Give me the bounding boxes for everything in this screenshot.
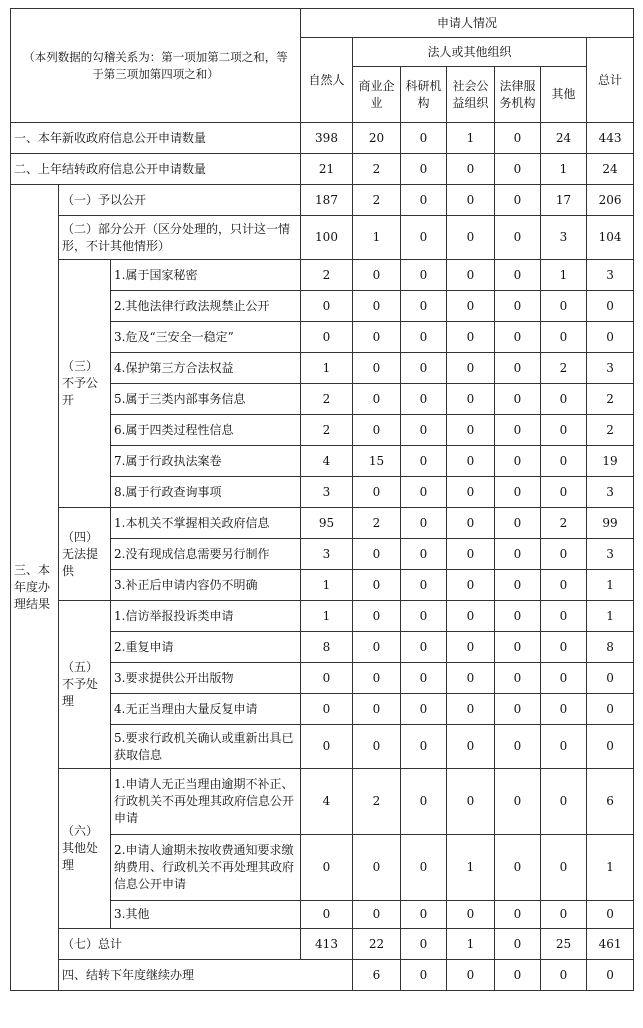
table-row xyxy=(11,123,634,154)
cell-value: 0 xyxy=(401,353,447,384)
row-label: 5.要求行政机关确认或重新出具已获取信息 xyxy=(111,725,301,769)
cell-value: 0 xyxy=(401,835,447,901)
cell-value: 3 xyxy=(587,353,634,384)
cell-value: 0 xyxy=(353,663,401,694)
cell-value: 0 xyxy=(447,601,495,632)
cell-value: 0 xyxy=(353,694,401,725)
cell-value: 0 xyxy=(447,477,495,508)
cell-value: 0 xyxy=(541,960,587,991)
group-label: （三）不予公开 xyxy=(59,260,111,508)
cell-value: 0 xyxy=(447,901,495,929)
cell-value: 1 xyxy=(447,835,495,901)
cell-value: 0 xyxy=(541,632,587,663)
row-label: 一、本年新收政府信息公开申请数量 xyxy=(11,123,301,154)
table-row xyxy=(11,508,634,539)
row-label: 3.要求提供公开出版物 xyxy=(111,663,301,694)
cell-value: 8 xyxy=(301,632,353,663)
cell-value: 1 xyxy=(301,601,353,632)
cell-value: 0 xyxy=(541,694,587,725)
cell-value: 0 xyxy=(495,353,541,384)
cell-value: 0 xyxy=(495,477,541,508)
cell-value: 95 xyxy=(301,508,353,539)
table-row xyxy=(11,185,634,216)
relation-note: （本列数据的勾稽关系为：第一项加第二项之和，等于第三项加第四项之和） xyxy=(11,9,301,123)
row-label: （一）予以公开 xyxy=(59,185,301,216)
cell-value: 0 xyxy=(447,260,495,291)
cell-value: 0 xyxy=(301,291,353,322)
table-row xyxy=(11,216,634,260)
cell-value: 0 xyxy=(401,570,447,601)
cell-value: 2 xyxy=(587,415,634,446)
cell-value: 0 xyxy=(495,260,541,291)
cell-value: 0 xyxy=(401,291,447,322)
cell-value: 0 xyxy=(495,384,541,415)
header-applicant-situation: 申请人情况 xyxy=(301,9,634,38)
cell-value: 1 xyxy=(587,835,634,901)
cell-value: 0 xyxy=(587,694,634,725)
cell-value: 0 xyxy=(447,216,495,260)
cell-value: 0 xyxy=(401,632,447,663)
row-label: 2.其他法律行政法规禁止公开 xyxy=(111,291,301,322)
cell-value: 0 xyxy=(401,769,447,835)
cell-value: 2 xyxy=(353,185,401,216)
cell-value: 0 xyxy=(541,769,587,835)
cell-value: 0 xyxy=(353,322,401,353)
group-label: （四）无法提供 xyxy=(59,508,111,601)
cell-value: 0 xyxy=(401,322,447,353)
cell-value: 398 xyxy=(301,123,353,154)
row-label: （二）部分公开（区分处理的，只计这一情形，不计其他情形） xyxy=(59,216,301,260)
cell-value: 0 xyxy=(495,415,541,446)
cell-value: 0 xyxy=(401,901,447,929)
row-label: 1.属于国家秘密 xyxy=(111,260,301,291)
row-label: 1.本机关不掌握相关政府信息 xyxy=(111,508,301,539)
cell-value: 0 xyxy=(541,384,587,415)
cell-value: 0 xyxy=(401,929,447,960)
cell-value: 0 xyxy=(541,477,587,508)
row-label: 3.其他 xyxy=(111,901,301,929)
cell-value: 0 xyxy=(301,835,353,901)
cell-value: 0 xyxy=(353,601,401,632)
cell-value: 2 xyxy=(353,154,401,185)
cell-value: 0 xyxy=(587,901,634,929)
cell-value: 2 xyxy=(353,769,401,835)
cell-value: 0 xyxy=(447,291,495,322)
row-label: 4.保护第三方合法权益 xyxy=(111,353,301,384)
cell-value: 0 xyxy=(447,415,495,446)
cell-value: 0 xyxy=(495,185,541,216)
group-label: （六）其他处理 xyxy=(59,769,111,929)
cell-value: 0 xyxy=(401,725,447,769)
cell-value: 6 xyxy=(353,960,401,991)
cell-value: 0 xyxy=(353,477,401,508)
table-row xyxy=(11,601,634,632)
row-label: 4.无正当理由大量反复申请 xyxy=(111,694,301,725)
cell-value: 1 xyxy=(587,570,634,601)
cell-value: 1 xyxy=(541,154,587,185)
cell-value: 413 xyxy=(301,929,353,960)
disclosure-statistics-table xyxy=(10,8,634,991)
cell-value: 0 xyxy=(541,539,587,570)
cell-value: 3 xyxy=(587,539,634,570)
cell-value: 0 xyxy=(447,539,495,570)
cell-value: 0 xyxy=(495,725,541,769)
cell-value: 461 xyxy=(587,929,634,960)
cell-value: 0 xyxy=(447,322,495,353)
cell-value: 0 xyxy=(447,508,495,539)
cell-value: 0 xyxy=(401,123,447,154)
cell-value: 8 xyxy=(587,632,634,663)
cell-value: 0 xyxy=(353,835,401,901)
cell-value: 443 xyxy=(587,123,634,154)
row-label: 1.申请人无正当理由逾期不补正、行政机关不再处理其政府信息公开申请 xyxy=(111,769,301,835)
cell-value: 0 xyxy=(447,570,495,601)
cell-value: 0 xyxy=(401,384,447,415)
cell-value: 3 xyxy=(541,216,587,260)
cell-value: 24 xyxy=(587,154,634,185)
header-total: 总计 xyxy=(587,38,634,123)
cell-value: 0 xyxy=(495,835,541,901)
cell-value: 99 xyxy=(587,508,634,539)
cell-value: 0 xyxy=(353,725,401,769)
cell-value: 0 xyxy=(447,725,495,769)
cell-value: 0 xyxy=(541,291,587,322)
cell-value: 20 xyxy=(353,123,401,154)
row-label: 2.申请人逾期未按收费通知要求缴纳费用、行政机关不再处理其政府信息公开申请 xyxy=(111,835,301,901)
cell-value: 1 xyxy=(447,123,495,154)
cell-value: 0 xyxy=(401,154,447,185)
cell-value: 4 xyxy=(301,769,353,835)
cell-value: 0 xyxy=(495,154,541,185)
cell-value: 2 xyxy=(301,415,353,446)
group-label: （五）不予处理 xyxy=(59,601,111,769)
cell-value: 0 xyxy=(495,929,541,960)
cell-value: 0 xyxy=(495,769,541,835)
cell-value: 100 xyxy=(301,216,353,260)
cell-value: 0 xyxy=(495,291,541,322)
cell-value: 2 xyxy=(541,353,587,384)
cell-value: 0 xyxy=(353,415,401,446)
header-natural-person: 自然人 xyxy=(301,38,353,123)
cell-value: 0 xyxy=(495,508,541,539)
cell-value: 0 xyxy=(401,663,447,694)
cell-value: 0 xyxy=(447,663,495,694)
cell-value: 0 xyxy=(495,632,541,663)
cell-value: 0 xyxy=(495,216,541,260)
cell-value: 0 xyxy=(353,353,401,384)
cell-value: 0 xyxy=(495,960,541,991)
cell-value: 0 xyxy=(401,960,447,991)
cell-value: 0 xyxy=(401,539,447,570)
cell-value: 0 xyxy=(447,960,495,991)
cell-value: 0 xyxy=(541,901,587,929)
cell-value: 0 xyxy=(301,663,353,694)
cell-value: 25 xyxy=(541,929,587,960)
cell-value: 24 xyxy=(541,123,587,154)
cell-value: 0 xyxy=(301,901,353,929)
cell-value: 3 xyxy=(587,477,634,508)
header-legal-group: 法人或其他组织 xyxy=(353,38,587,67)
cell-value: 0 xyxy=(353,901,401,929)
cell-value: 0 xyxy=(541,446,587,477)
cell-value: 0 xyxy=(447,446,495,477)
cell-value: 0 xyxy=(401,477,447,508)
cell-value: 0 xyxy=(541,570,587,601)
cell-value: 0 xyxy=(447,769,495,835)
cell-value: 0 xyxy=(447,694,495,725)
cell-value: 0 xyxy=(353,260,401,291)
cell-value: 2 xyxy=(301,384,353,415)
cell-value: 0 xyxy=(541,415,587,446)
row-label: 1.信访举报投诉类申请 xyxy=(111,601,301,632)
cell-value: 3 xyxy=(587,260,634,291)
cell-value: 1 xyxy=(541,260,587,291)
cell-value: 1 xyxy=(587,601,634,632)
cell-value: 0 xyxy=(447,185,495,216)
cell-value: 0 xyxy=(495,570,541,601)
row-label: 四、结转下年度继续办理 xyxy=(59,960,353,991)
row-label: 二、上年结转政府信息公开申请数量 xyxy=(11,154,301,185)
cell-value: 0 xyxy=(541,725,587,769)
cell-value: 0 xyxy=(401,446,447,477)
cell-value: 1 xyxy=(447,929,495,960)
cell-value: 0 xyxy=(353,570,401,601)
cell-value: 187 xyxy=(301,185,353,216)
cell-value: 4 xyxy=(301,446,353,477)
cell-value: 2 xyxy=(353,508,401,539)
cell-value: 0 xyxy=(495,322,541,353)
cell-value: 0 xyxy=(353,291,401,322)
cell-value: 0 xyxy=(301,322,353,353)
header-other: 其他 xyxy=(541,67,587,123)
row-label: 7.属于行政执法案卷 xyxy=(111,446,301,477)
cell-value: 0 xyxy=(541,663,587,694)
cell-value: 3 xyxy=(301,477,353,508)
cell-value: 0 xyxy=(587,960,634,991)
cell-value: 0 xyxy=(495,901,541,929)
cell-value: 0 xyxy=(587,725,634,769)
cell-value: 0 xyxy=(495,123,541,154)
cell-value: 19 xyxy=(587,446,634,477)
cell-value: 0 xyxy=(541,835,587,901)
table-row xyxy=(11,260,634,291)
cell-value: 0 xyxy=(401,694,447,725)
row-label: 2.重复申请 xyxy=(111,632,301,663)
cell-value: 0 xyxy=(495,539,541,570)
table-row xyxy=(11,154,634,185)
header-research: 科研机构 xyxy=(401,67,447,123)
cell-value: 2 xyxy=(587,384,634,415)
section-3-label: 三、本年度办理结果 xyxy=(11,185,59,991)
cell-value: 0 xyxy=(353,632,401,663)
cell-value: 0 xyxy=(495,446,541,477)
row-label: 3.补正后申请内容仍不明确 xyxy=(111,570,301,601)
cell-value: 3 xyxy=(301,539,353,570)
cell-value: 0 xyxy=(495,601,541,632)
cell-value: 0 xyxy=(541,322,587,353)
cell-value: 0 xyxy=(401,216,447,260)
row-label: （七）总计 xyxy=(59,929,301,960)
cell-value: 0 xyxy=(495,663,541,694)
cell-value: 6 xyxy=(587,769,634,835)
cell-value: 0 xyxy=(401,601,447,632)
table-row xyxy=(11,929,634,960)
cell-value: 0 xyxy=(353,539,401,570)
cell-value: 0 xyxy=(587,663,634,694)
cell-value: 0 xyxy=(401,185,447,216)
table-row xyxy=(11,960,634,991)
cell-value: 0 xyxy=(401,260,447,291)
cell-value: 0 xyxy=(587,291,634,322)
header-social: 社会公益组织 xyxy=(447,67,495,123)
cell-value: 22 xyxy=(353,929,401,960)
row-label: 2.没有现成信息需要另行制作 xyxy=(111,539,301,570)
cell-value: 0 xyxy=(495,694,541,725)
cell-value: 21 xyxy=(301,154,353,185)
row-label: 3.危及“三安全一稳定” xyxy=(111,322,301,353)
cell-value: 104 xyxy=(587,216,634,260)
cell-value: 0 xyxy=(301,725,353,769)
cell-value: 0 xyxy=(353,384,401,415)
cell-value: 0 xyxy=(541,601,587,632)
cell-value: 0 xyxy=(401,415,447,446)
header-commercial: 商业企业 xyxy=(353,67,401,123)
header-legal-service: 法律服务机构 xyxy=(495,67,541,123)
row-label: 5.属于三类内部事务信息 xyxy=(111,384,301,415)
cell-value: 2 xyxy=(541,508,587,539)
row-label: 6.属于四类过程性信息 xyxy=(111,415,301,446)
cell-value: 2 xyxy=(301,260,353,291)
cell-value: 0 xyxy=(401,508,447,539)
cell-value: 0 xyxy=(587,322,634,353)
cell-value: 0 xyxy=(447,154,495,185)
cell-value: 1 xyxy=(353,216,401,260)
cell-value: 0 xyxy=(447,353,495,384)
cell-value: 0 xyxy=(447,384,495,415)
cell-value: 15 xyxy=(353,446,401,477)
cell-value: 17 xyxy=(541,185,587,216)
cell-value: 0 xyxy=(447,632,495,663)
table-row xyxy=(11,769,634,835)
cell-value: 1 xyxy=(301,570,353,601)
row-label: 8.属于行政查询事项 xyxy=(111,477,301,508)
cell-value: 1 xyxy=(301,353,353,384)
cell-value: 206 xyxy=(587,185,634,216)
cell-value: 0 xyxy=(301,694,353,725)
